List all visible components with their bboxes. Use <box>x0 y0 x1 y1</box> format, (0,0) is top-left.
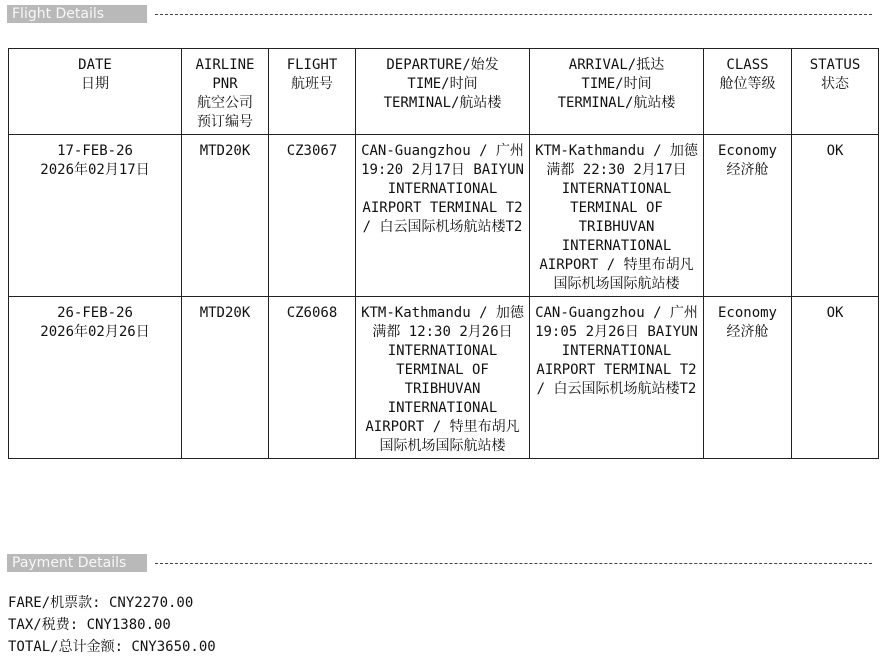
pnr: MTD20K <box>182 135 269 297</box>
departure-info: CAN-Guangzhou / 广州 19:20 2月17日 BAIYUN INTERNATIONAL AIRPORT TERMINAL T2 / 白云国际机场航站楼T2 <box>356 135 530 297</box>
flight-details-header <box>7 5 872 23</box>
header-date: DATE 日期 <box>9 49 182 135</box>
payment-details-header <box>7 554 872 572</box>
section-divider <box>155 563 872 564</box>
flight-details-label: Flight Details <box>7 5 147 23</box>
pnr: MTD20K <box>182 297 269 459</box>
table-row <box>9 135 879 297</box>
booking-status: OK <box>792 297 879 459</box>
tax-line: TAX/税费: CNY1380.00 <box>8 617 171 633</box>
arrival-info: KTM-Kathmandu / 加德满都 22:30 2月17日 INTERNATIONAL TERMINAL OF TRIBHUVAN INTERNATIONAL AIRPORT / 特里布胡凡国际机场国际航站楼 <box>530 135 704 297</box>
flight-date: 26-FEB-26 2026年02月26日 <box>9 297 182 459</box>
header-airline-pnr: AIRLINE PNR 航空公司 预订编号 <box>182 49 269 135</box>
header-arrival: ARRIVAL/抵达 TIME/时间 TERMINAL/航站楼 <box>530 49 704 135</box>
departure-info: KTM-Kathmandu / 加德满都 12:30 2月26日 INTERNATIONAL TERMINAL OF TRIBHUVAN INTERNATIONAL AIRPORT / 特里布胡凡国际机场国际航站楼 <box>356 297 530 459</box>
header-status: STATUS 状态 <box>792 49 879 135</box>
booking-status: OK <box>792 135 879 297</box>
header-flight: FLIGHT 航班号 <box>269 49 356 135</box>
table-row <box>9 297 879 459</box>
section-divider <box>155 14 872 15</box>
payment-summary <box>8 592 216 658</box>
flight-number: CZ6068 <box>269 297 356 459</box>
header-departure: DEPARTURE/始发 TIME/时间 TERMINAL/航站楼 <box>356 49 530 135</box>
cabin-class: Economy 经济舱 <box>704 135 792 297</box>
payment-details-label: Payment Details <box>7 554 147 572</box>
total-line: TOTAL/总计金额: CNY3650.00 <box>8 639 216 655</box>
arrival-info: CAN-Guangzhou / 广州 19:05 2月26日 BAIYUN INTERNATIONAL AIRPORT TERMINAL T2 / 白云国际机场航站楼T2 <box>530 297 704 459</box>
cabin-class: Economy 经济舱 <box>704 297 792 459</box>
flight-number: CZ3067 <box>269 135 356 297</box>
header-class: CLASS 舱位等级 <box>704 49 792 135</box>
flight-table <box>8 48 879 459</box>
fare-line: FARE/机票款: CNY2270.00 <box>8 595 194 611</box>
table-header-row <box>9 49 879 135</box>
flight-date: 17-FEB-26 2026年02月17日 <box>9 135 182 297</box>
